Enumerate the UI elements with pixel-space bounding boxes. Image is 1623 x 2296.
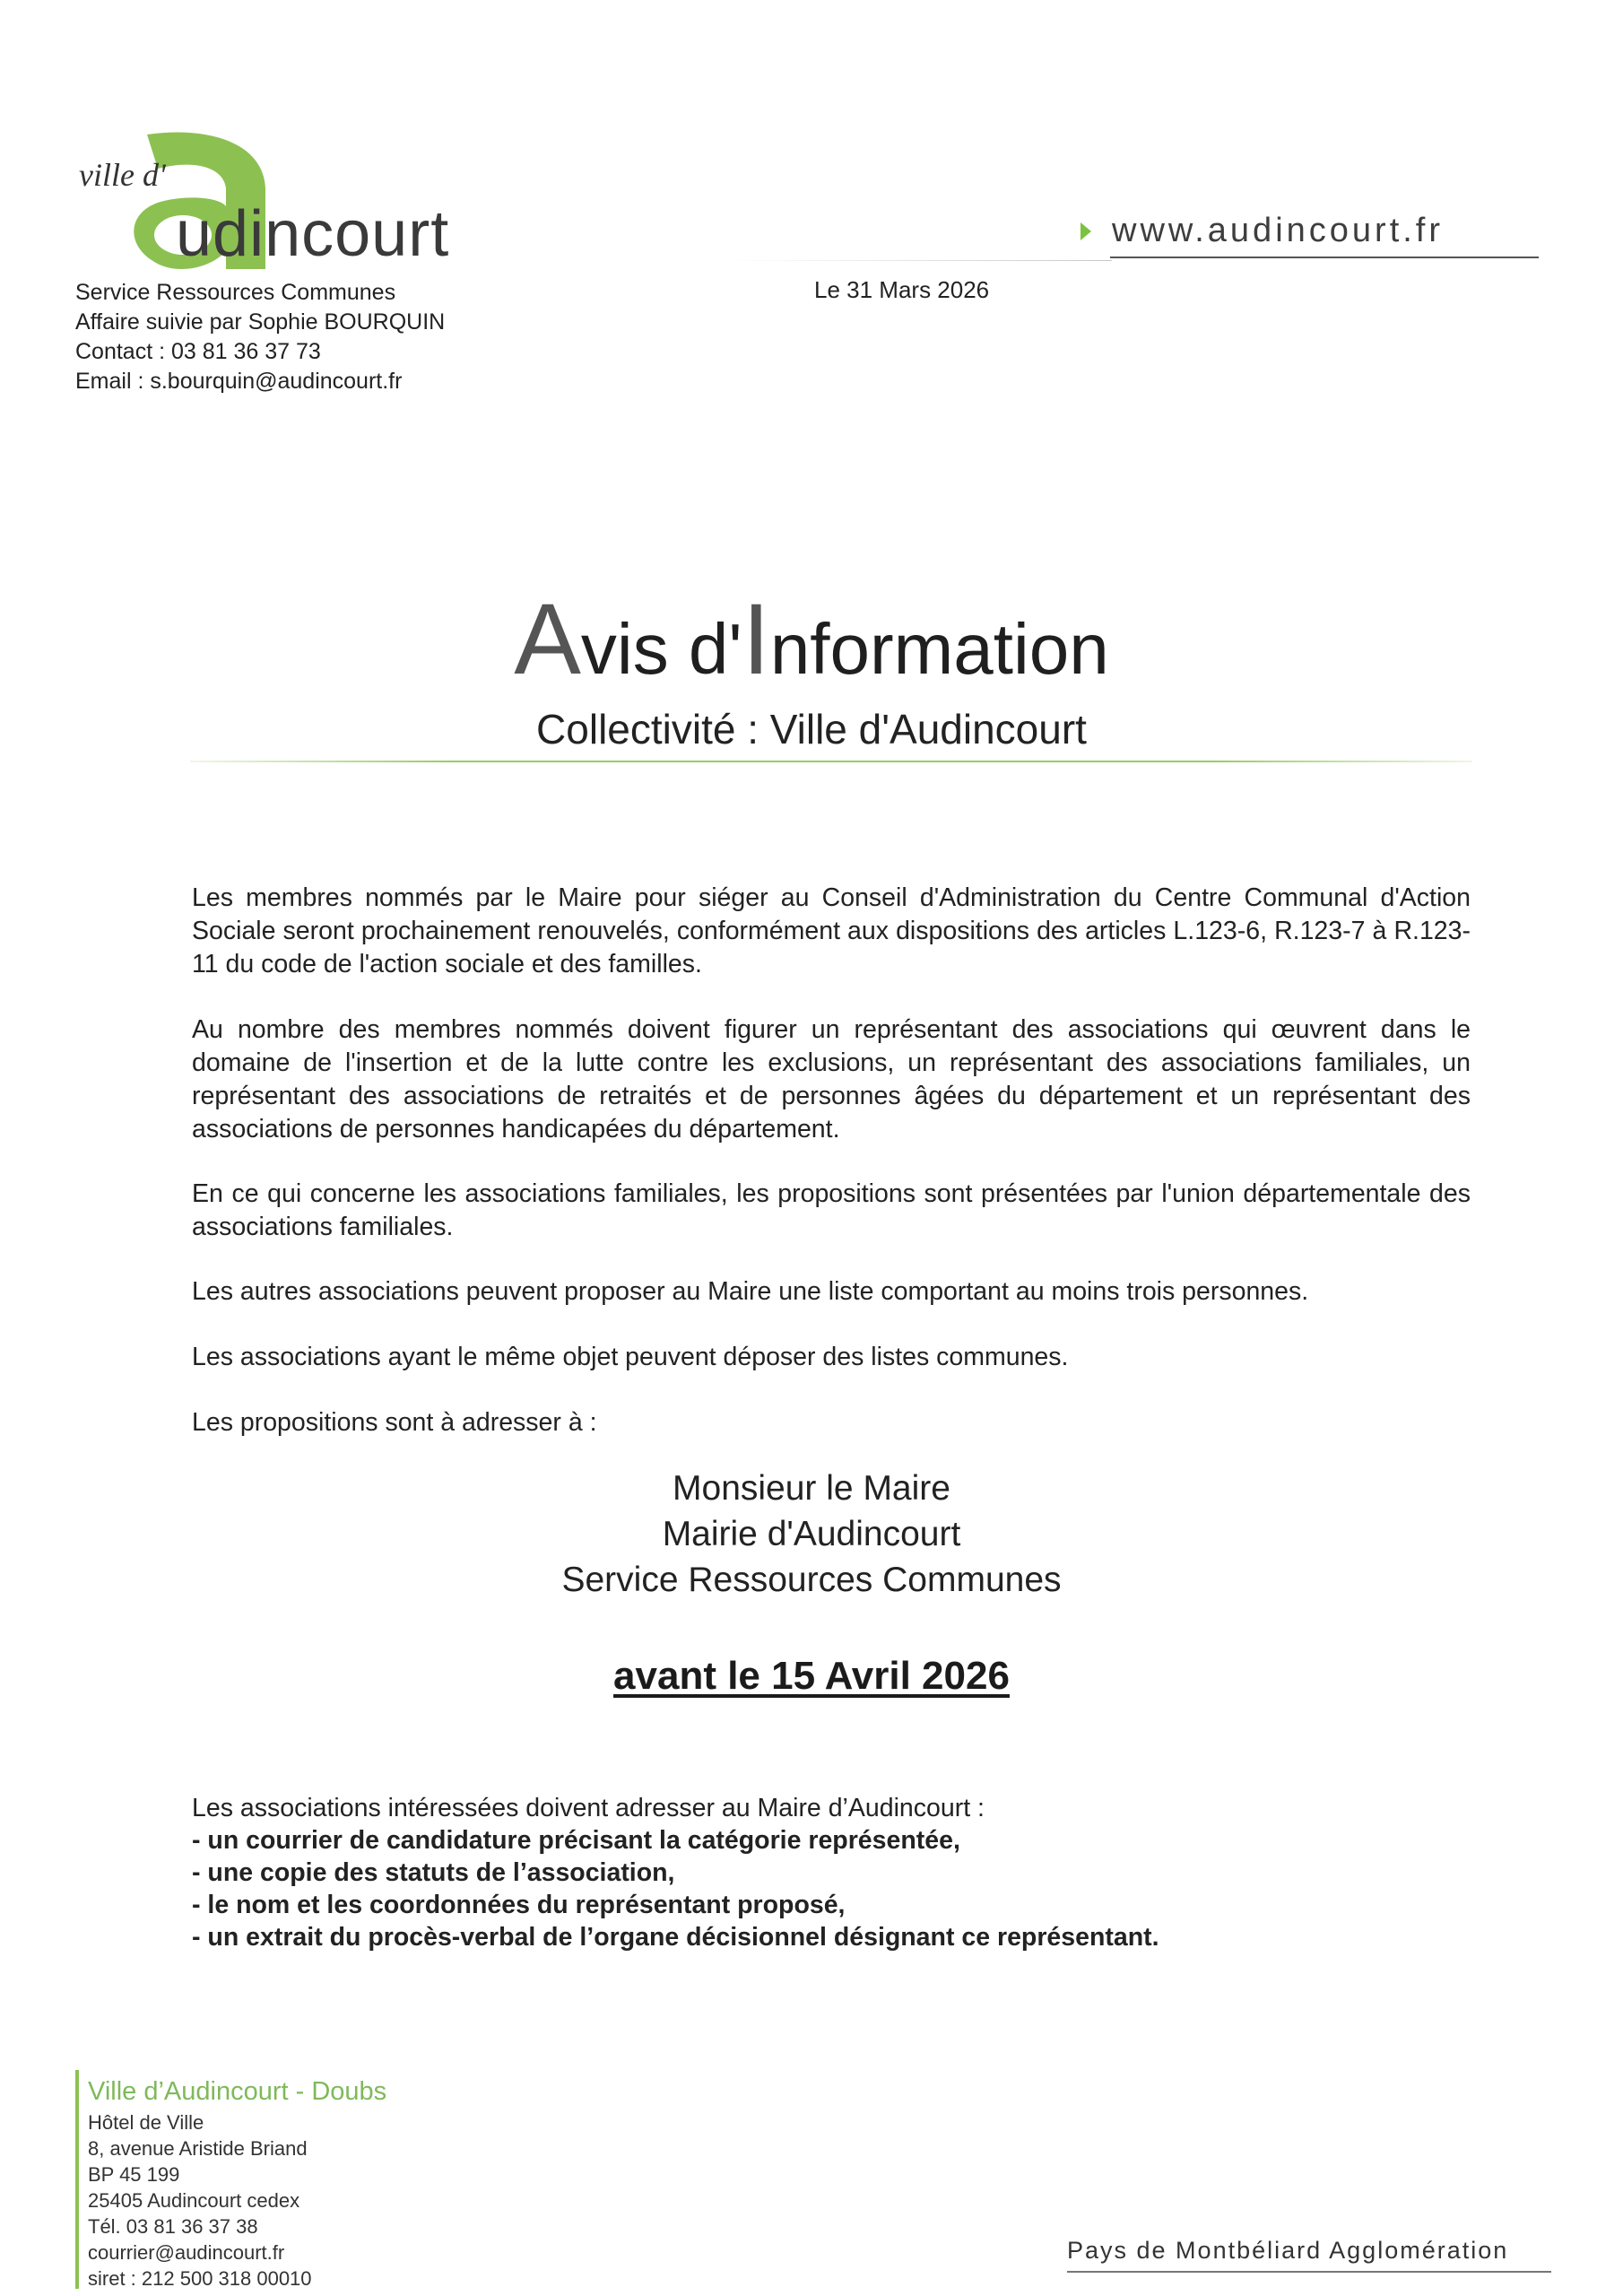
service-name: Service Ressources Communes — [75, 280, 396, 305]
requirement-item: - un extrait du procès-verbal de l’organe décisionnel désignant ce représentant. — [192, 1923, 1159, 1952]
requirement-item: - le nom et les coordonnées du représentant proposé, — [192, 1891, 846, 1919]
agglomeration-underline — [1067, 2271, 1551, 2273]
website-link[interactable]: www.audincourt.fr — [1112, 212, 1445, 249]
case-handler: Affaire suivie par Sophie BOURQUIN — [75, 309, 446, 335]
requirement-item: - un courrier de candidature précisant la catégorie représentée, — [192, 1826, 960, 1855]
footer-address-line: 8, avenue Aristide Briand — [88, 2137, 308, 2160]
letter-date: Le 31 Mars 2026 — [814, 276, 990, 303]
requirement-item: - une copie des statuts de l’association, — [192, 1858, 675, 1887]
footer-phone: Tél. 03 81 36 37 38 — [88, 2215, 258, 2238]
address-line-mayor: Monsieur le Maire — [673, 1469, 950, 1508]
contact-phone: Contact : 03 81 36 37 73 — [75, 339, 321, 364]
logo-prefix: ville d' — [79, 157, 166, 193]
footer-siret: siret : 212 500 318 00010 — [88, 2267, 312, 2290]
footer-email[interactable]: courrier@audincourt.fr — [88, 2241, 285, 2264]
header-divider — [726, 260, 1112, 261]
contact-email: Email : s.bourquin@audincourt.fr — [75, 369, 403, 394]
title-divider — [190, 761, 1472, 762]
website-underline — [1110, 257, 1539, 258]
address-line-town-hall: Mairie d'Audincourt — [662, 1515, 961, 1553]
requirements-intro: Les associations intéressées doivent adresser au Maire d’Audincourt : — [192, 1794, 985, 1822]
paragraph-family-associations: En ce qui concerne les associations familiales, les propositions sont présentées par l'union départementale des associations familiales. — [192, 1179, 1471, 1241]
logo-name: udincourt — [176, 198, 450, 270]
paragraph-address-intro: Les propositions sont à adresser à : — [192, 1408, 597, 1437]
page-subtitle: Collectivité : Ville d'Audincourt — [536, 706, 1087, 752]
page-title: Avis d'Information — [514, 583, 1109, 695]
address-line-service: Service Ressources Communes — [561, 1561, 1062, 1599]
arrow-right-icon — [1081, 222, 1091, 240]
paragraph-renewal: Les membres nommés par le Maire pour siéger au Conseil d'Administration du Centre Communal d'Action Sociale seront prochainement renouvelés, conformément aux dispositions des articles L.123-6, R.123-7 à R.123-11 du code de l'action sociale et des familles. — [192, 883, 1471, 978]
footer-address-line: Hôtel de Ville — [88, 2111, 204, 2134]
footer-title: Ville d’Audincourt - Doubs — [88, 2077, 387, 2106]
paragraph-common-lists: Les associations ayant le même objet peuvent déposer des listes communes. — [192, 1343, 1069, 1371]
paragraph-members: Au nombre des membres nommés doivent figurer un représentant des associations qui œuvrent dans le domaine de l'insertion et de la lutte contre les exclusions, un représentant des associations familiales, un représentant des associations de retraités et de personnes âgées du département et un représentant des associations de personnes handicapées du département. — [192, 1015, 1471, 1144]
paragraph-other-associations: Les autres associations peuvent proposer au Maire une liste comportant au moins trois personnes. — [192, 1277, 1309, 1306]
agglomeration-label: Pays de Montbéliard Agglomération — [1067, 2237, 1509, 2264]
footer-address-line: BP 45 199 — [88, 2163, 180, 2186]
footer-address-line: 25405 Audincourt cedex — [88, 2189, 300, 2212]
city-logo — [75, 126, 506, 278]
deadline: avant le 15 Avril 2026 — [613, 1654, 1010, 1698]
footer-accent-bar — [75, 2070, 79, 2289]
